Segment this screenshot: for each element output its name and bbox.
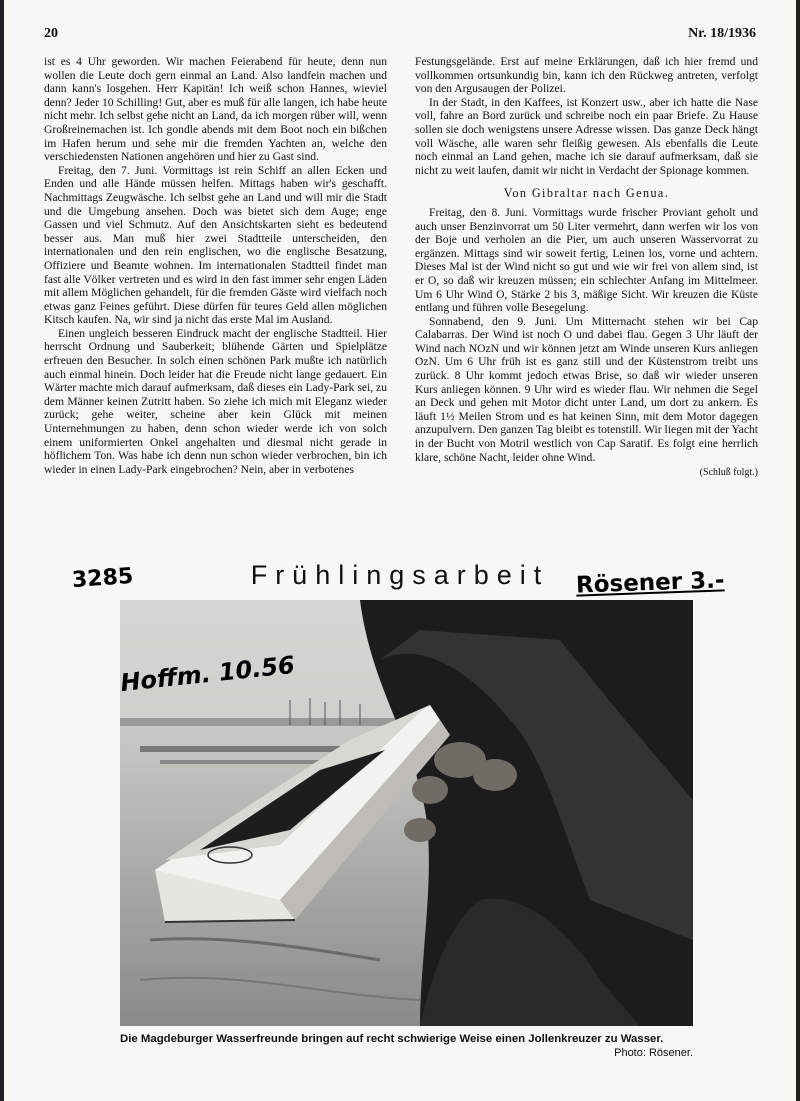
paragraph: In der Stadt, in den Kaffees, ist Konzert usw., aber ich hatte die Nase voll, fahre an Bord zurück und schreibe noch ein paar Briefe. Zu Hause sollen sie doch wenigstens unsere Adresse wissen. Das ganze Deck hängt voll Wäsche, alle waren sehr fleißig gewesen. Als ebenfalls die Leute noch einmal an Land gehen, mache ich sie darauf aufmerksam, daß sie nicht zu weit laufen, damit wir nicht in Verdacht der Spionage kommen. <box>415 95 758 177</box>
handwritten-note: 3285 <box>71 563 135 594</box>
paragraph: Festungsgelände. Erst auf meine Erklärungen, daß ich hier fremd und vollkommen ortsunkundig bin, kann ich den Rückweg antreten, verfolgt von den Argusaugen der Polizei. <box>415 55 758 96</box>
paragraph: Sonnabend, den 9. Juni. Um Mitternacht stehen wir bei Cap Calabarras. Der Wind ist noch O und dabei flau. Gegen 3 Uhr läuft der Wind nach NOzN und wir können jetzt am Winde unseren Kurs anliegen OzN. Um 6 Uhr früh ist es ganz still und der Küstenstrom treibt uns zurück. 8 Uhr kommt jedoch etwas Brise, so daß wir wieder unseren Kurs anliegen können. 9 Uhr wird es wieder flau. Wir nehmen die Segel an Deck und gehen mit Motor dicht unter Land, um dort zu ankern. Es läuft 1½ Meilen Strom und es hat keinen Sinn, mit dem Motor dagegen anzupulvern. Den ganzen Tag bleibt es totenstill. Wir liegen mit der Yacht in der Bucht von Motril westlich von Cap Saratif. Es folgt eine herrlich klare, schöne Nacht, leider ohne Wind. <box>415 314 758 464</box>
photo-credit: Photo: Rösener. <box>614 1047 693 1059</box>
left-text-column <box>44 55 387 476</box>
continued-note: (Schluß folgt.) <box>699 467 758 479</box>
right-text-column <box>415 55 758 480</box>
photo-title: Frühlingsarbeit <box>250 560 550 590</box>
scan-edge-left <box>0 0 4 1101</box>
paragraph: Freitag, den 8. Juni. Vormittags wurde frischer Proviant geholt und auch unser Benzinvorrat um 50 Liter vermehrt, dann werfen wir los von der Boje und verholen an die Pier, um auch unseren Wasservorrat zu ergänzen. Mittags sind wir soweit fertig, Leinen los, vorne und achtern. Dieses Mal ist der Wind nicht so gut und wie wir frei von allem sind, ist er O, so daß wir kreuzen müssen; ein schlechter Anfang im Mittelmeer. Um 6 Uhr Wind O, Stärke 2 bis 3, mäßige Sicht. Wir kreuzen die Küste entlang und führen volle Besegelung. <box>415 205 758 315</box>
paragraph: Freitag, den 7. Juni. Vormittags ist rein Schiff an allen Ecken und Enden und alle Hände müssen helfen. Mittags haben wir's geschafft. Nachmittags Zeugwäsche. Ich selbst gehe an Land und will mir die Stadt und die Umgebung ansehen. Doch was bietet sich dem Auge; enge Gassen und viel Schmutz. Auf den Ansichtskarten sieht es bedeutend besser aus. Man muß hier zwei Stadtteile unterscheiden, den internationalen und den rein englischen, wo die englische Besatzung, Offiziere und Beamte wohnen. Im internationalen Stadtteil findet man fast alle Völker vertreten und es wird in den fast immer sehr engen Läden mit allem Möglichen gehandelt, für die fremden Gäste wird vielfach noch etwas ganz Feines geführt. Diese dürfen für teures Geld allen möglichen Kitsch kaufen. Na, wir sind ja nicht das erste Mal im Ausland. <box>44 163 387 327</box>
handwritten-note: Rösener 3.- <box>575 567 725 599</box>
paragraph: Einen ungleich besseren Eindruck macht der englische Stadtteil. Hier herrscht Ordnung und Sauberkeit; blühende Gärten und Spielplätze erfreuen den Besucher. In solch einen schönen Park mußte ich natürlich auch einmal hinein. Doch leider hat die Freude nicht lange gedauert. Ein Wärter machte mich darauf aufmerksam, daß dieses ein Lady-Park sei, zu dem Männer keinen Zutritt haben. So ziehe ich mich mit Eleganz wieder zurück; gehe weiter, scheine aber kein Glück mit meinen Unternehmungen zu haben, denn schon wieder werde ich von solch einem uniformierten Onkel angehalten und diesmal nicht gerade in höflichem Ton. Was habe ich denn nun schon wieder verbrochen, bin ich wieder in einen Lady-Park eingebrochen? Nein, aber in verbotenes <box>44 326 387 476</box>
section-heading: Von Gibraltar nach Genua. <box>503 186 670 201</box>
issue-number: Nr. 18/1936 <box>688 26 756 41</box>
handwritten-note: Hoffm. 10.56 <box>119 650 296 698</box>
paragraph: ist es 4 Uhr geworden. Wir machen Feierabend für heute, denn nun wollen die Leute doch gern einmal an Land. Also landfein machen und dann kann's losgehen. Herr Kapitän! Ich weiß schon Hannes, wieviel denn? Jeder 10 Schilling! Gut, aber es muß für alle langen, ich habe heute nicht mehr. Ich selbst gehe nicht an Land, da ich morgen rüber will, wenn Großreinemachen ist. Ich gondle abends mit dem Boot noch ein bißchen im Hafen herum und sehe mir die fremden Yachten an, welche den verschiedensten Nationen angehören und hier zu Gast sind. <box>44 55 387 164</box>
page-number: 20 <box>44 26 58 41</box>
scan-edge-right <box>796 0 800 1101</box>
photo-caption: Die Magdeburger Wasserfreunde bringen auf recht schwierige Weise einen Jollenkreuzer zu Wasser. <box>120 1033 664 1045</box>
